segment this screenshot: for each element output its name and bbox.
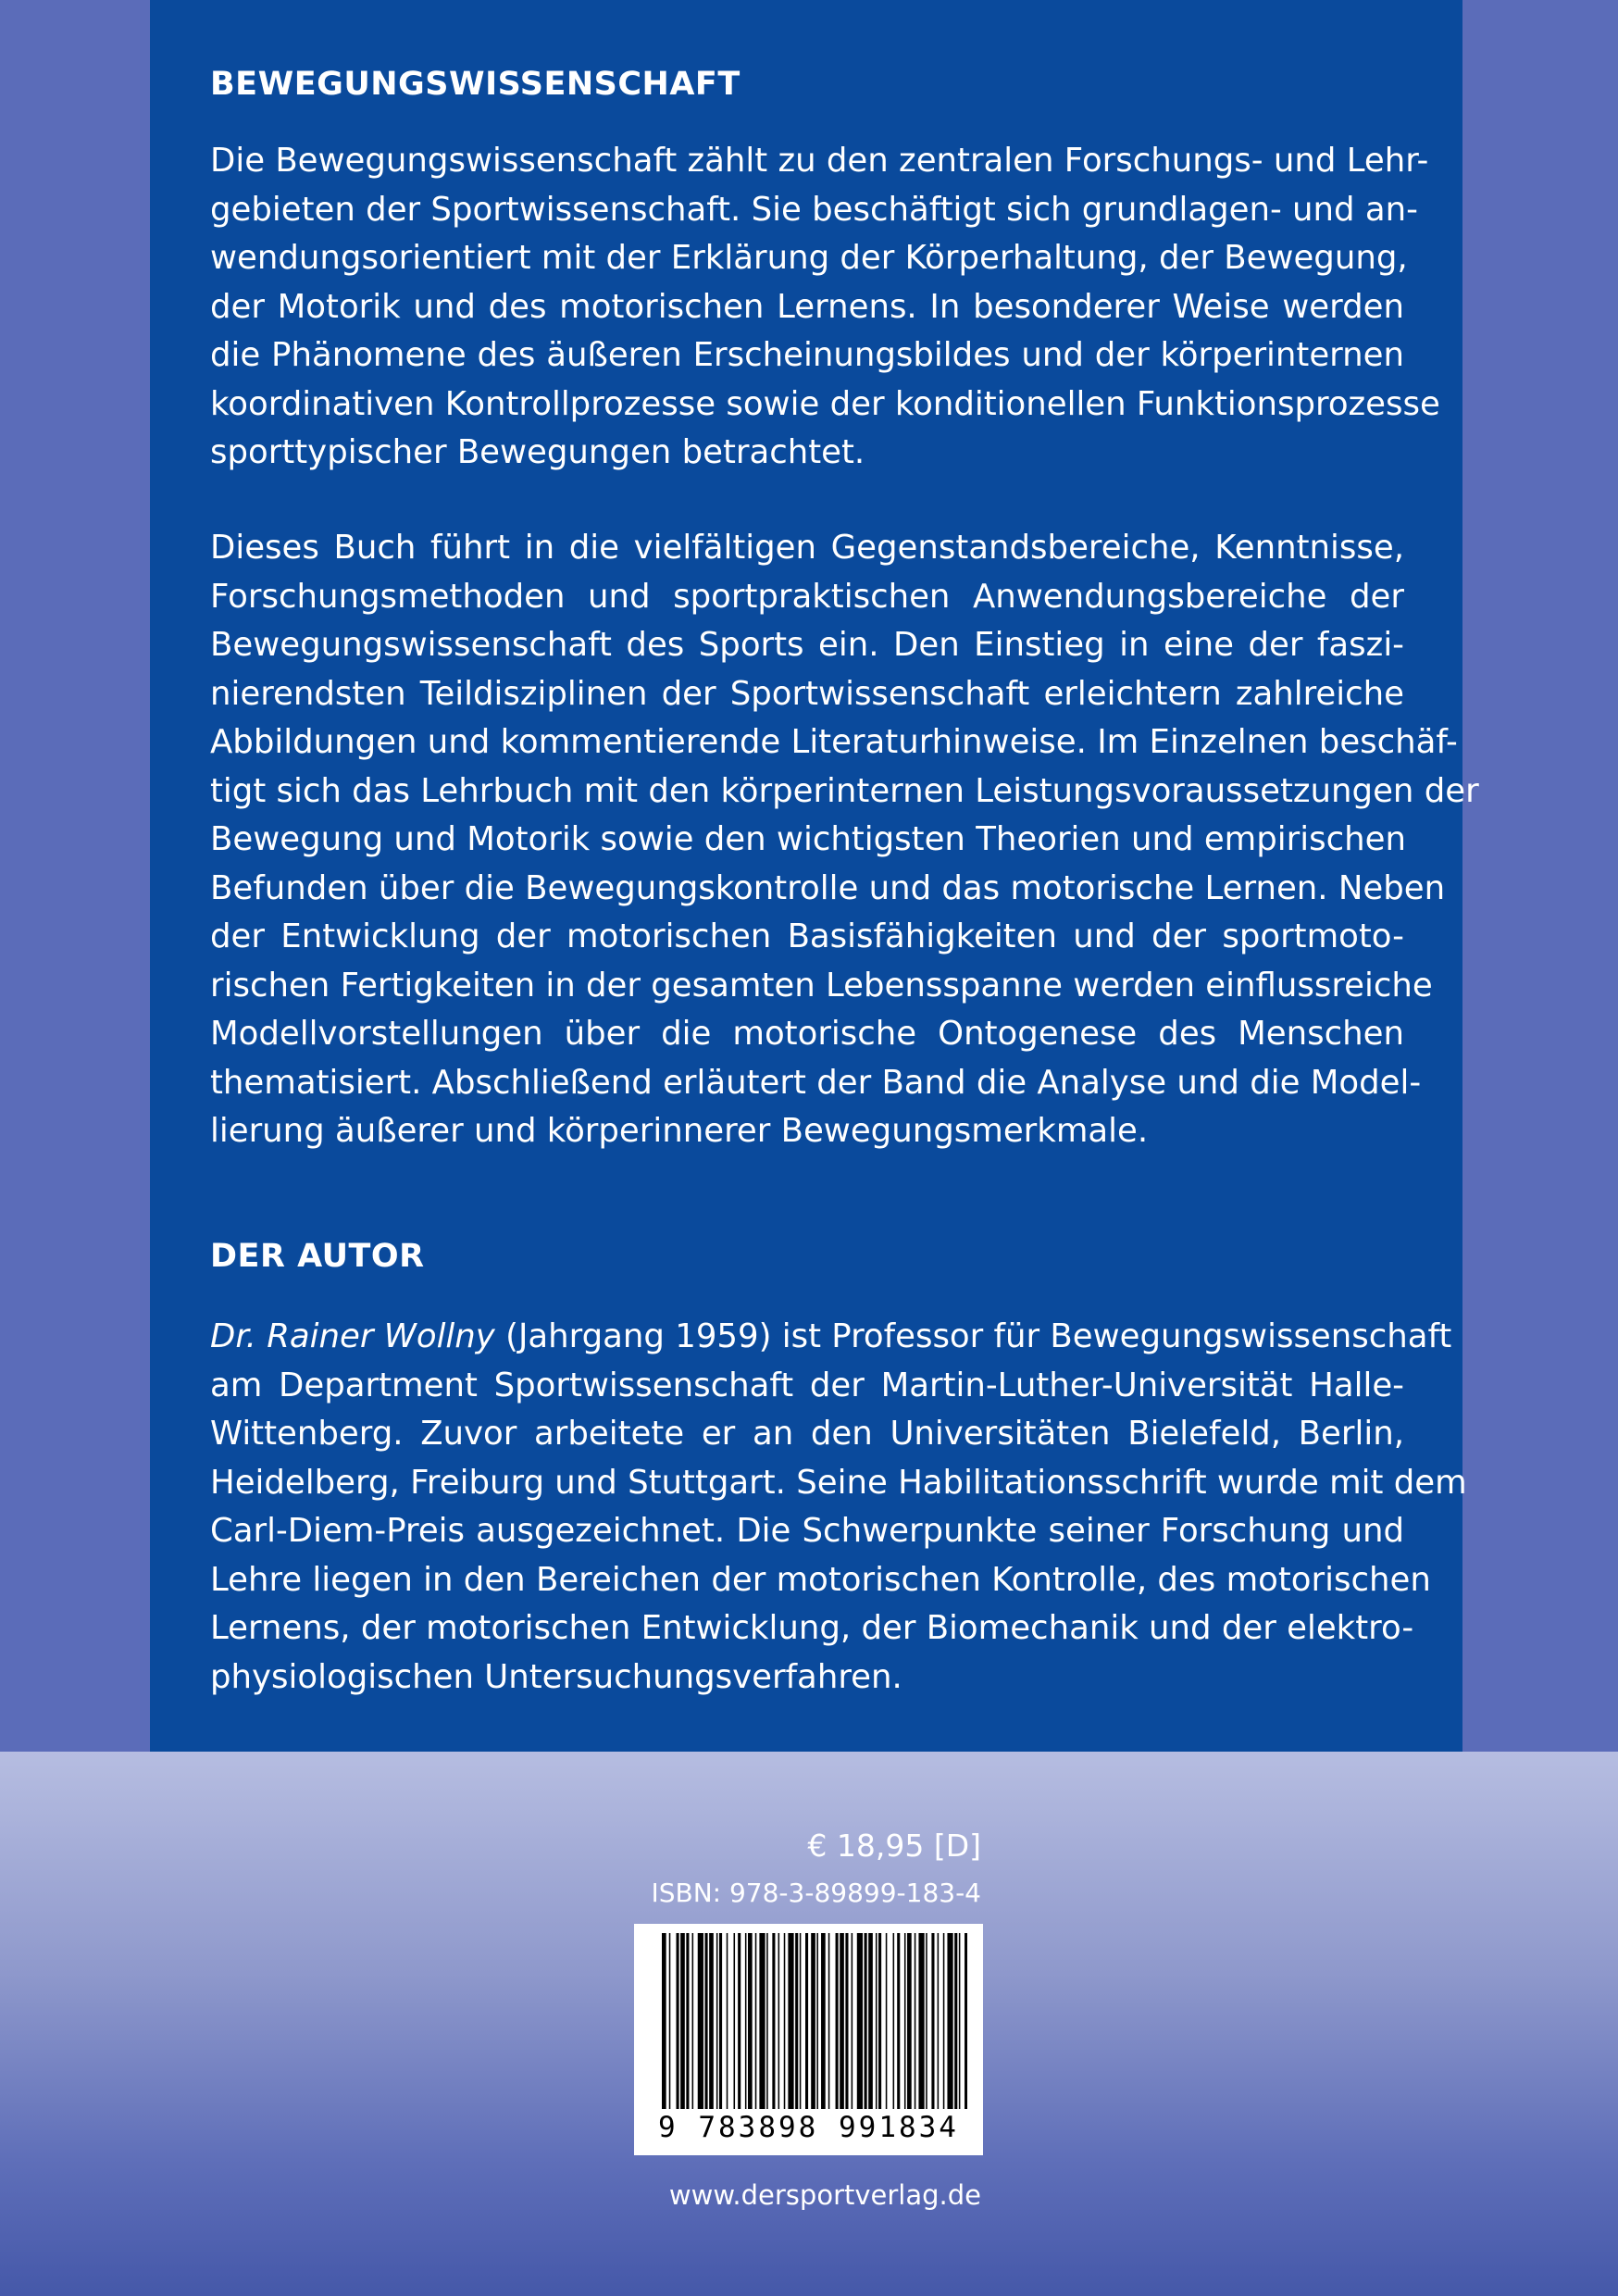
barcode-bar (918, 1933, 924, 2109)
barcode-bar (943, 1933, 945, 2109)
barcode-bar (852, 1933, 853, 2109)
barcode-bar (759, 1933, 765, 2109)
barcode-bar (784, 1933, 786, 2109)
text-line: Dieses Buch führt in die vielfältigen Gegenstandsbereiche, Kenntnisse, (210, 529, 1404, 567)
barcode-bar (868, 1933, 873, 2109)
barcode-bar (886, 1933, 888, 2109)
barcode-bar (876, 1933, 877, 2109)
barcode-bar (680, 1933, 685, 2109)
barcode-bar (727, 1933, 728, 2109)
barcode-bar (755, 1933, 757, 2109)
barcode-bar (800, 1933, 802, 2109)
text-line: lierung äußerer und körperinnerer Bewegungsmerkmale. (210, 1112, 1149, 1150)
section-heading-autor: DER AUTOR (210, 1238, 425, 1275)
barcode-bar (816, 1933, 818, 2109)
barcode-bar (692, 1933, 694, 2109)
barcode-bar (954, 1933, 957, 2109)
barcode-digits: 9 783898 991834 (658, 2111, 959, 2144)
barcode-bar (965, 1933, 967, 2109)
barcode-bar (734, 1933, 736, 2109)
barcode-bar (907, 1933, 912, 2109)
barcode-bar (662, 1933, 666, 2109)
barcode-bar (865, 1933, 867, 2109)
barcode-bar (748, 1933, 753, 2109)
barcode-bar (705, 1933, 708, 2109)
author-name: Dr. Rainer Wollny (210, 1317, 495, 1355)
barcode-bar (947, 1933, 952, 2109)
text-line: Modellvorstellungen über die motorische Ontogenese des Menschen (210, 1015, 1404, 1053)
text-line: sporttypischer Bewegungen betrachtet. (210, 433, 865, 471)
text-line: die Phänomene des äußeren Erscheinungsbildes und der körperinternen (210, 336, 1404, 374)
text-line: Lehre liegen in den Bereichen der motorischen Kontrolle, des motorischen (210, 1560, 1431, 1599)
text-line: der Motorik und des motorischen Lernens. In besonderer Weise werden (210, 287, 1404, 326)
barcode-bars-graphic (662, 1933, 967, 2109)
text-line (210, 1313, 1452, 1362)
text-line: thematisiert. Abschließend erläutert der Band die Analyse und die Model- (210, 1063, 1422, 1102)
text-line: Bewegung und Motorik sowie den wichtigsten Theorien und empirischen (210, 820, 1406, 858)
text-line: physiologischen Untersuchungsverfahren. (210, 1657, 902, 1696)
barcode-bar (857, 1933, 863, 2109)
text-line: Heidelberg, Freiburg und Stuttgart. Seine Habilitationsschrift wurde mit dem (210, 1463, 1467, 1502)
text-line: Abbildungen und kommentierende Literaturhinweise. Im Einzelnen beschäf- (210, 723, 1458, 761)
text-line: Carl-Diem-Preis ausgezeichnet. Die Schwerpunkte seiner Forschung und (210, 1512, 1404, 1550)
barcode (634, 1924, 983, 2155)
author-line-rest: (Jahrgang 1959) ist Professor für Bewegungswissenschaft (494, 1317, 1452, 1355)
section-heading-bewegungswissenschaft: BEWEGUNGSWISSENSCHAFT (210, 66, 741, 103)
barcode-bar (845, 1933, 848, 2109)
publisher-website-link[interactable]: www.dersportverlag.de (668, 2179, 981, 2211)
text-line: Die Bewegungswissenschaft zählt zu den zentralen Forschungs- und Lehr- (210, 142, 1429, 180)
barcode-bar (686, 1933, 689, 2109)
barcode-bar (897, 1933, 900, 2109)
barcode-bar (931, 1933, 934, 2109)
text-line: Forschungsmethoden und sportpraktischen Anwendungsbereiche der (210, 577, 1404, 616)
text-line: der Entwicklung der motorischen Basisfähigkeiten und der sportmoto- (210, 917, 1404, 955)
text-line: Befunden über die Bewegungskontrolle und das motorische Lernen. Neben (210, 868, 1446, 907)
barcode-bar (878, 1933, 881, 2109)
text-line: Lernens, der motorischen Entwicklung, der Biomechanik und der elektro- (210, 1609, 1414, 1647)
barcode-bar (788, 1933, 793, 2109)
barcode-bar (795, 1933, 798, 2109)
text-line: rischen Fertigkeiten in der gesamten Lebensspanne werden einflussreiche (210, 966, 1433, 1004)
barcode-bar (821, 1933, 826, 2109)
barcode-bar (766, 1933, 768, 2109)
barcode-bar (772, 1933, 775, 2109)
barcode-bar (778, 1933, 780, 2109)
barcode-bar (904, 1933, 906, 2109)
barcode-bar (926, 1933, 927, 2109)
barcode-bar (893, 1933, 895, 2109)
isbn-label: ISBN: 978-3-89899-183-4 (651, 1878, 981, 1908)
barcode-bar (709, 1933, 714, 2109)
barcode-bar (716, 1933, 718, 2109)
barcode-bar (745, 1933, 747, 2109)
book-description-paragraph (210, 524, 1479, 1156)
text-line: wendungsorientiert mit der Erklärung der Körperhaltung, der Bewegung, (210, 239, 1408, 277)
intro-paragraph (210, 137, 1440, 478)
text-line: tigt sich das Lehrbuch mit den körperinternen Leistungsvoraussetzungen der (210, 771, 1479, 810)
barcode-bar (836, 1933, 839, 2109)
barcode-bar (959, 1933, 961, 2109)
text-line: Wittenberg. Zuvor arbeitete er an den Universitäten Bielefeld, Berlin, (210, 1415, 1404, 1453)
barcode-bar (938, 1933, 940, 2109)
barcode-bar (738, 1933, 741, 2109)
text-line: Bewegungswissenschaft des Sports ein. Den Einstieg in eine der faszi- (210, 626, 1404, 664)
text-line: am Department Sportwissenschaft der Martin-Luther-Universität Halle- (210, 1366, 1404, 1404)
barcode-bar (698, 1933, 703, 2109)
text-line: nierendsten Teildisziplinen der Sportwissenschaft erleichtern zahlreiche (210, 674, 1404, 713)
barcode-bar (805, 1933, 808, 2109)
barcode-bar (677, 1933, 679, 2109)
text-line: koordinativen Kontrollprozesse sowie der konditionellen Funktionsprozesse (210, 384, 1440, 423)
barcode-bar (811, 1933, 815, 2109)
barcode-bar (828, 1933, 830, 2109)
author-paragraph (210, 1313, 1467, 1702)
barcode-bar (669, 1933, 671, 2109)
barcode-bar (840, 1933, 844, 2109)
barcode-bar (719, 1933, 722, 2109)
price-label: € 18,95 [D] (807, 1828, 981, 1864)
barcode-bar (915, 1933, 916, 2109)
text-line: gebieten der Sportwissenschaft. Sie beschäftigt sich grundlagen- und an- (210, 190, 1418, 229)
text-panel (150, 0, 1479, 1752)
